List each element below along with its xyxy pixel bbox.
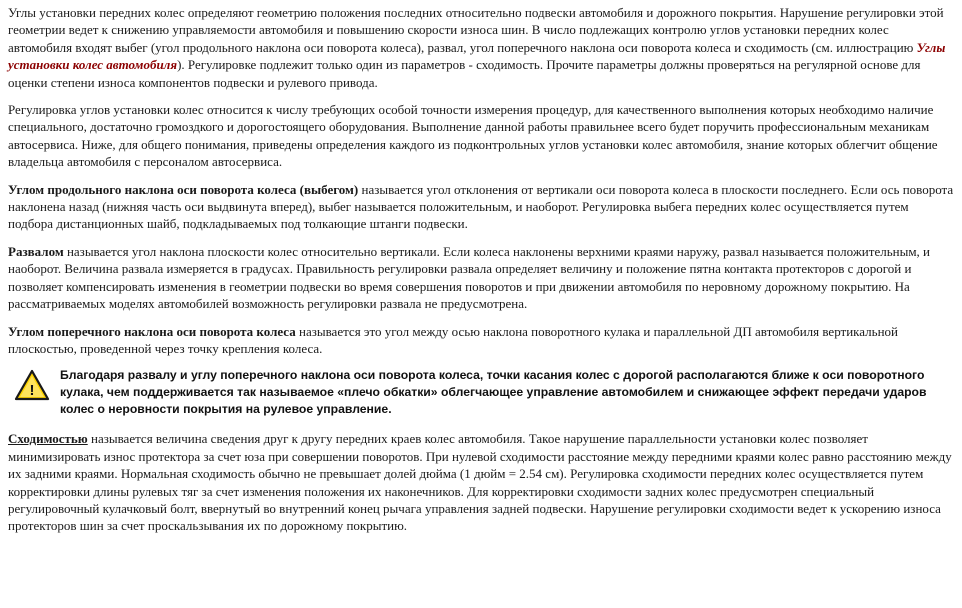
intro-text-before: Углы установки передних колес определяют геометрию положения последних относительно подвески автомобиля и дорожного покрытия. Нарушение регулировки этой геометрии ведет к снижению управляемости автомобиля и повышению скорости износа шин. В число подлежащих контролю углов установки передних колес автомобиля входят выбег (угол продольного наклона оси поворота колеса), развал, угол поперечного наклона оси поворота колеса и сходимость (см. иллюстрацию (8, 5, 944, 55)
wheel-angles-illustration-link[interactable]: Углы установки колес автомобиля (8, 39, 946, 73)
toe-term: Сходимостью (8, 431, 88, 447)
kingpin-definition: называется это угол между осью наклона поворотного кулака и параллельной ДП автомобиля вертикальной плоскостью, проведенной через точку крепления колеса. (8, 323, 899, 356)
toe-definition: называется величина сведения друг к другу передних краев колес автомобиля. Такое нарушение параллельности установки колес позволяет минимизировать износ протектора за счет юза при совершении поворотов. При нулевой сходимости расстояние между передними краями колес равно расстоянию между их задними краями. Нормальная сходимость обычно не превышает долей дюйма (1 дюйм = 2.54 см). Регулировка сходимости передних колес осуществляется путем корректировки длины рулевых тяг за счет изменения положения их наконечников. Для корректировки сходимости задних колес предусмотрен специальный регулировочный кулачковый болт, ввернутый во внутренний конец рычага управления задней подвески. Нарушение регулировки сходимости ведет к ускорению износа протекторов шин за счет проскальзывания их по дорожному покрытию. (8, 431, 952, 534)
camber-paragraph (8, 243, 956, 313)
caster-term: Углом продольного наклона оси поворота колеса (выбегом) (8, 181, 359, 197)
caster-paragraph (8, 181, 956, 233)
caster-definition: называется угол отклонения от вертикали оси поворота колеса в плоскости последнего. Если ось поворота наклонена назад (нижняя часть оси выдвинута вперед), выбег называется положительным, и наоборот. Регулировка выбега передних колес осуществляется путем подбора дистанционных шайб, подкладываемых под толкающие штанги подвески. (8, 181, 954, 232)
intro-text-after: ). Регулировке подлежит только один из параметров - сходимость. Прочите параметры должны проверяться на регулярной основе для оценки степени износа компонентов подвески и рулевого привода. (8, 57, 921, 90)
warning-triangle-icon (8, 367, 60, 405)
camber-term: Развалом (8, 243, 64, 259)
warning-text: Благодаря развалу и углу поперечного наклона оси поворота колеса, точки касания колес с дорогой располагаются ближе к оси поворотного кулака, чем поддерживается так называемое «плечо обкатки» облегчающее управление автомобилем и снижающее эффект передачи ударов колес о неровности покрытия на рулевое управление. (60, 368, 927, 417)
toe-paragraph (8, 430, 956, 534)
warning-note (8, 367, 956, 418)
kingpin-paragraph (8, 323, 956, 358)
intro-paragraph (8, 4, 956, 91)
camber-definition: называется угол наклона плоскости колес относительно вертикали. Если колеса наклонены верхними краями наружу, развал называется положительным, и наоборот. Величина развала измеряется в градусах. Правильность регулировки развала определяет величину и положение пятна контакта протекторов с дорогой и позволяет компенсировать изменения в геометрии подвески во время совершения поворотов и при движении автомобиля по неровному дорожному покрытию. На рассматриваемых моделях автомобилей возможность регулировки развала не предусмотрена. (8, 243, 931, 312)
svg-text:!: ! (29, 382, 35, 400)
kingpin-term: Углом поперечного наклона оси поворота колеса (8, 323, 296, 339)
adjustment-paragraph: Регулировка углов установки колес относится к числу требующих особой точности измерения процедур, для качественного выполнения которых необходимо наличие специального, достаточно громоздкого и дорогостоящего оборудования. Выполнение данной работы правильнее всего будет поручить профессиональным механикам автосервиса. Ниже, для общего понимания, приведены определения каждого из подконтрольных углов установки колес автомобиля, знание которых облегчит общение владельца автомобиля с персоналом автосервиса. (8, 102, 938, 170)
